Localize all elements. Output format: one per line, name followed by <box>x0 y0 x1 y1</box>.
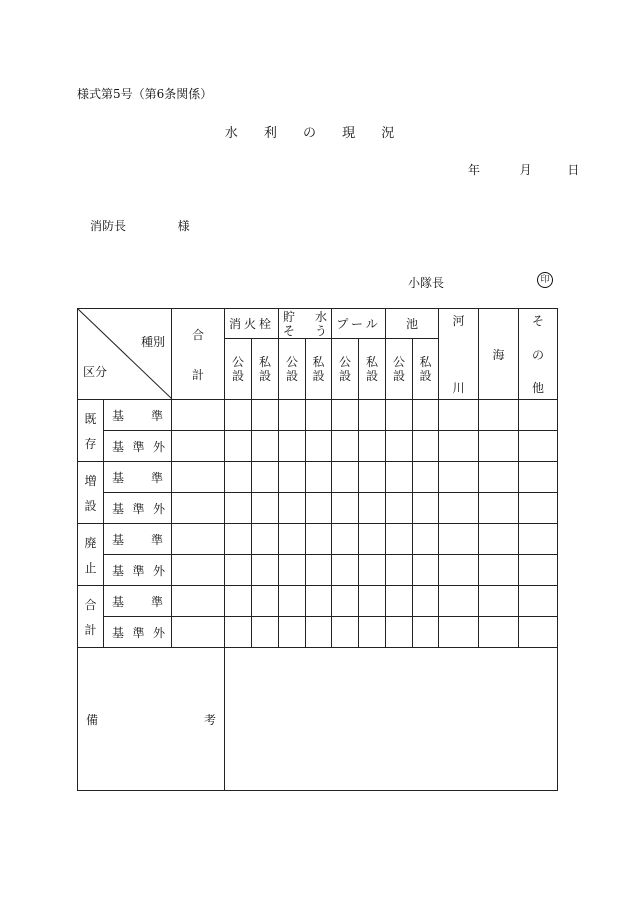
col-river-header <box>439 309 479 400</box>
col-pond-label: 池 <box>406 317 419 332</box>
group-label-added <box>78 462 104 524</box>
group-char-1: 合 <box>84 597 97 612</box>
table-row <box>78 555 558 586</box>
remarks-field[interactable] <box>225 648 558 791</box>
sub-private-pool <box>359 339 386 400</box>
table-row <box>78 617 558 648</box>
date-line <box>468 161 579 178</box>
remarks-char-1: 備 <box>86 712 99 727</box>
data-cell[interactable] <box>439 400 479 431</box>
nonstd-char-3: 外 <box>152 439 165 454</box>
non-std-label <box>104 493 172 524</box>
data-cell[interactable] <box>279 586 306 617</box>
nonstd-char-1: 基 <box>112 439 125 454</box>
date-month: 月 <box>519 163 532 177</box>
data-cell[interactable] <box>225 493 252 524</box>
sub-private-char-1: 私 <box>259 355 272 370</box>
data-cell[interactable] <box>332 586 359 617</box>
data-cell[interactable] <box>413 524 439 555</box>
data-cell[interactable] <box>386 617 413 648</box>
std-char-1: 基 <box>112 408 125 423</box>
std-label <box>104 586 172 617</box>
col-total-char-1: 合 <box>191 327 204 342</box>
data-cell[interactable] <box>359 400 386 431</box>
table-row <box>78 493 558 524</box>
col-other-char-1: そ <box>532 314 545 328</box>
water-status-table <box>77 308 558 791</box>
data-cell[interactable] <box>279 431 306 462</box>
col-cistern-char-3: そ <box>283 323 296 338</box>
data-cell[interactable] <box>332 555 359 586</box>
data-cell[interactable] <box>332 400 359 431</box>
data-cell[interactable] <box>306 617 332 648</box>
data-cell[interactable] <box>172 493 225 524</box>
data-cell[interactable] <box>306 493 332 524</box>
sub-public-pond <box>386 339 413 400</box>
data-cell[interactable] <box>439 462 479 493</box>
data-cell[interactable] <box>413 400 439 431</box>
data-cell[interactable] <box>172 524 225 555</box>
std-char-2: 準 <box>150 408 163 423</box>
table-row <box>78 400 558 431</box>
data-cell[interactable] <box>359 462 386 493</box>
sub-private-char-1: 私 <box>366 355 379 370</box>
data-cell[interactable] <box>279 617 306 648</box>
data-cell[interactable] <box>225 462 252 493</box>
group-char-2: 止 <box>84 560 97 575</box>
nonstd-char-2: 準 <box>132 625 145 640</box>
data-cell[interactable] <box>306 462 332 493</box>
col-hydrant-header <box>225 309 279 339</box>
std-label <box>104 524 172 555</box>
addressee <box>90 217 190 234</box>
sub-public-cistern <box>279 339 306 400</box>
data-cell[interactable] <box>252 555 279 586</box>
nonstd-char-1: 基 <box>112 501 125 516</box>
diag-label-type: 種別 <box>140 335 165 349</box>
nonstd-char-3: 外 <box>152 563 165 578</box>
sub-public-char-1: 公 <box>339 355 352 370</box>
data-cell[interactable] <box>172 617 225 648</box>
col-cistern-char-4: う <box>315 323 328 338</box>
data-cell[interactable] <box>172 431 225 462</box>
std-char-2: 準 <box>150 470 163 485</box>
data-cell[interactable] <box>519 431 558 462</box>
sub-public-char-1: 公 <box>286 355 299 370</box>
data-cell[interactable] <box>332 431 359 462</box>
data-cell[interactable] <box>359 493 386 524</box>
sub-public-char-1: 公 <box>393 355 406 370</box>
data-cell[interactable] <box>225 617 252 648</box>
std-label <box>104 400 172 431</box>
form-number: 様式第5号（第6条関係） <box>77 87 213 101</box>
data-cell[interactable] <box>252 493 279 524</box>
sub-private-char-1: 私 <box>419 355 432 370</box>
data-cell[interactable] <box>332 493 359 524</box>
data-cell[interactable] <box>306 555 332 586</box>
nonstd-char-2: 準 <box>132 501 145 516</box>
group-label-abolished <box>78 524 104 586</box>
col-other-char-3: 他 <box>532 381 545 395</box>
group-char-1: 既 <box>84 411 97 426</box>
nonstd-char-2: 準 <box>132 563 145 578</box>
data-cell[interactable] <box>306 524 332 555</box>
non-std-label <box>104 431 172 462</box>
data-cell[interactable] <box>332 462 359 493</box>
data-cell[interactable] <box>172 586 225 617</box>
data-cell[interactable] <box>519 493 558 524</box>
table-row <box>78 462 558 493</box>
data-cell[interactable] <box>279 493 306 524</box>
reporter-role: 小隊長 <box>408 276 445 290</box>
nonstd-char-1: 基 <box>112 563 125 578</box>
std-label <box>104 462 172 493</box>
sub-private-char-2: 設 <box>259 369 272 384</box>
sub-public-char-2: 設 <box>286 369 299 384</box>
group-label-existing <box>78 400 104 462</box>
data-cell[interactable] <box>479 462 519 493</box>
data-cell[interactable] <box>306 586 332 617</box>
document-title: 水 利 の 現 況 <box>224 126 406 141</box>
std-char-1: 基 <box>112 532 125 547</box>
data-cell[interactable] <box>479 493 519 524</box>
table-row <box>78 431 558 462</box>
table-row <box>78 586 558 617</box>
nonstd-char-3: 外 <box>152 501 165 516</box>
data-cell[interactable] <box>225 555 252 586</box>
data-cell[interactable] <box>225 431 252 462</box>
data-cell[interactable] <box>252 431 279 462</box>
col-river-char-1: 河 <box>452 314 465 328</box>
data-cell[interactable] <box>252 400 279 431</box>
data-cell[interactable] <box>413 586 439 617</box>
remarks-label <box>78 648 225 791</box>
data-cell[interactable] <box>386 431 413 462</box>
data-cell[interactable] <box>519 555 558 586</box>
sub-public-hydrant <box>225 339 252 400</box>
col-pool-header <box>332 309 386 339</box>
data-cell[interactable] <box>172 462 225 493</box>
sub-private-char-2: 設 <box>366 369 379 384</box>
data-cell[interactable] <box>225 400 252 431</box>
data-cell[interactable] <box>386 586 413 617</box>
data-cell[interactable] <box>519 400 558 431</box>
col-river-char-2: 川 <box>452 381 465 395</box>
data-cell[interactable] <box>386 462 413 493</box>
data-cell[interactable] <box>279 524 306 555</box>
col-cistern-header <box>279 309 332 339</box>
data-cell[interactable] <box>225 524 252 555</box>
group-char-1: 廃 <box>84 535 97 550</box>
col-total-char-2: 計 <box>191 367 204 382</box>
data-cell[interactable] <box>479 431 519 462</box>
col-total-header <box>172 309 225 400</box>
sub-private-char-2: 設 <box>419 369 432 384</box>
col-other-header <box>519 309 558 400</box>
col-cistern-char-1: 貯 <box>283 309 296 324</box>
data-cell[interactable] <box>359 586 386 617</box>
diagonal-header-cell <box>78 309 172 400</box>
col-cistern-char-2: 水 <box>315 309 328 324</box>
data-cell[interactable] <box>439 431 479 462</box>
data-cell[interactable] <box>279 462 306 493</box>
date-day: 日 <box>567 163 580 177</box>
nonstd-char-2: 準 <box>132 439 145 454</box>
group-char-2: 計 <box>84 622 97 637</box>
data-cell[interactable] <box>439 493 479 524</box>
non-std-label <box>104 555 172 586</box>
std-char-1: 基 <box>112 594 125 609</box>
std-char-2: 準 <box>150 594 163 609</box>
sub-public-char-1: 公 <box>231 355 244 370</box>
sub-public-char-2: 設 <box>339 369 352 384</box>
data-cell[interactable] <box>359 617 386 648</box>
data-cell[interactable] <box>252 586 279 617</box>
group-label-total <box>78 586 104 648</box>
col-hydrant-label: 消火栓 <box>229 317 275 332</box>
col-sea-label: 海 <box>492 347 505 362</box>
sub-public-char-2: 設 <box>231 369 244 384</box>
sub-private-hydrant <box>252 339 279 400</box>
data-cell[interactable] <box>386 524 413 555</box>
data-cell[interactable] <box>359 524 386 555</box>
data-cell[interactable] <box>439 586 479 617</box>
data-cell[interactable] <box>172 400 225 431</box>
data-cell[interactable] <box>413 493 439 524</box>
col-pool-label: プール <box>336 317 381 332</box>
data-cell[interactable] <box>519 617 558 648</box>
data-cell[interactable] <box>413 462 439 493</box>
data-cell[interactable] <box>519 524 558 555</box>
group-char-2: 存 <box>84 436 97 451</box>
group-char-2: 設 <box>84 498 97 513</box>
data-cell[interactable] <box>413 431 439 462</box>
col-other-char-2: の <box>532 347 545 362</box>
data-cell[interactable] <box>306 431 332 462</box>
data-cell[interactable] <box>479 555 519 586</box>
col-sea-header <box>479 309 519 400</box>
addressee-honorific: 様 <box>177 219 190 233</box>
data-cell[interactable] <box>252 524 279 555</box>
data-cell[interactable] <box>439 555 479 586</box>
remarks-char-2: 考 <box>203 712 216 727</box>
data-cell[interactable] <box>479 586 519 617</box>
diag-label-category: 区分 <box>83 365 108 379</box>
std-char-1: 基 <box>112 470 125 485</box>
data-cell[interactable] <box>386 555 413 586</box>
data-cell[interactable] <box>386 493 413 524</box>
data-cell[interactable] <box>439 524 479 555</box>
data-cell[interactable] <box>479 400 519 431</box>
data-cell[interactable] <box>519 462 558 493</box>
data-cell[interactable] <box>306 400 332 431</box>
data-cell[interactable] <box>386 400 413 431</box>
remarks-row <box>78 648 558 791</box>
data-cell[interactable] <box>359 431 386 462</box>
sub-public-char-2: 設 <box>393 369 406 384</box>
data-cell[interactable] <box>359 555 386 586</box>
data-cell[interactable] <box>225 586 252 617</box>
col-pond-header <box>386 309 439 339</box>
data-cell[interactable] <box>332 617 359 648</box>
date-year: 年 <box>468 163 481 177</box>
data-cell[interactable] <box>413 555 439 586</box>
data-cell[interactable] <box>519 586 558 617</box>
data-cell[interactable] <box>479 524 519 555</box>
nonstd-char-3: 外 <box>152 625 165 640</box>
data-cell[interactable] <box>172 555 225 586</box>
group-char-1: 増 <box>84 473 97 488</box>
data-cell[interactable] <box>413 617 439 648</box>
data-cell[interactable] <box>279 400 306 431</box>
diagonal-line <box>78 309 172 399</box>
data-cell[interactable] <box>279 555 306 586</box>
data-cell[interactable] <box>479 617 519 648</box>
sub-public-pool <box>332 339 359 400</box>
sub-private-pond <box>413 339 439 400</box>
sub-private-cistern <box>306 339 332 400</box>
std-char-2: 準 <box>150 532 163 547</box>
non-std-label <box>104 617 172 648</box>
data-cell[interactable] <box>332 524 359 555</box>
data-cell[interactable] <box>252 617 279 648</box>
sub-private-char-1: 私 <box>312 355 325 370</box>
addressee-role: 消防長 <box>90 219 127 233</box>
sub-private-char-2: 設 <box>312 369 325 384</box>
data-cell[interactable] <box>439 617 479 648</box>
nonstd-char-1: 基 <box>112 625 125 640</box>
seal-mark: 印 <box>537 272 553 288</box>
table-row <box>78 524 558 555</box>
data-cell[interactable] <box>252 462 279 493</box>
